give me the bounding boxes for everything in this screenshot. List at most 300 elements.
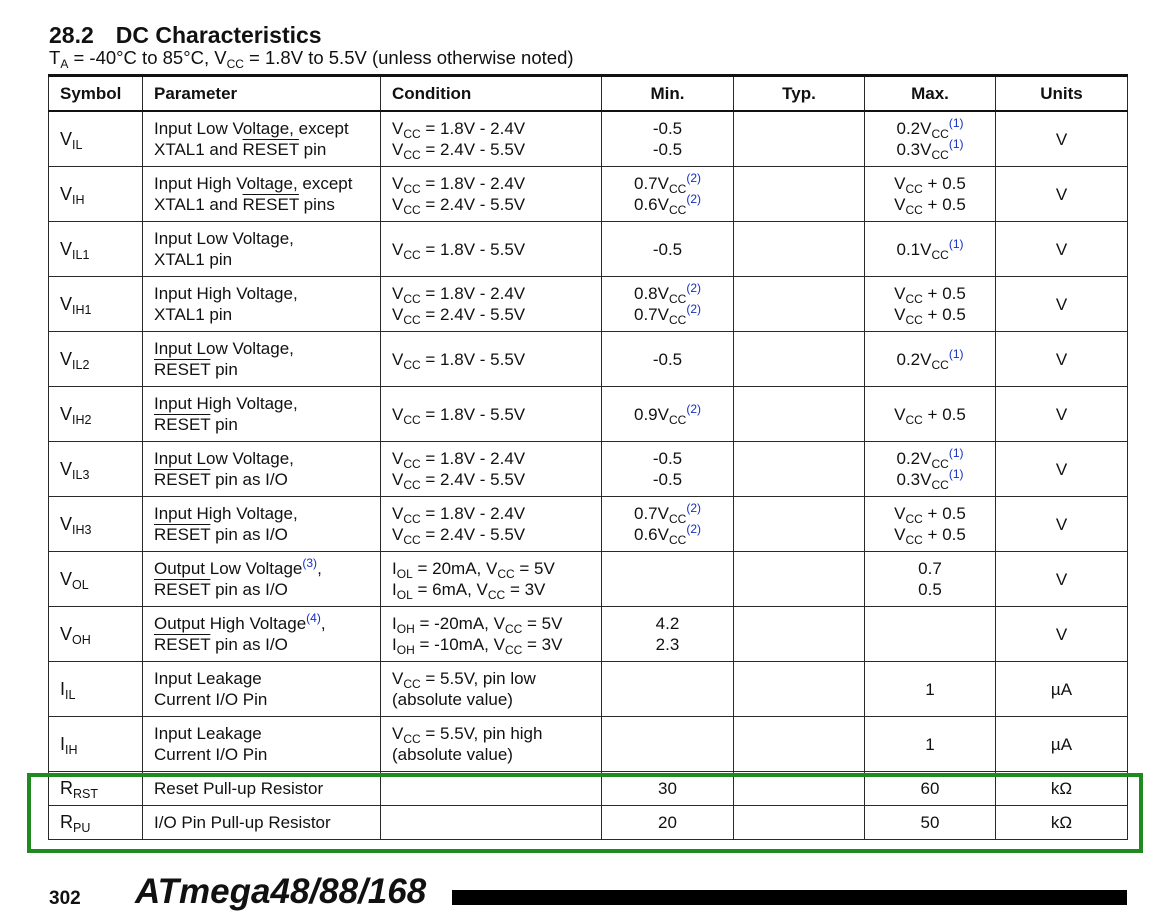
condition-symbol: V [392, 504, 404, 523]
cell-max [865, 111, 996, 167]
condition-subscript: CC [504, 622, 523, 636]
value-text: V [894, 305, 906, 324]
value-text: 0.7V [634, 504, 669, 523]
cell-condition [381, 662, 602, 717]
table-row [49, 387, 1128, 442]
condition-subscript: OH [396, 643, 415, 657]
value-text: V [894, 404, 906, 424]
symbol-subscript: IL3 [72, 467, 90, 482]
symbol-letter: R [60, 812, 73, 832]
condition-text: (absolute value) [392, 690, 513, 709]
cell-units: kΩ [996, 772, 1128, 806]
value-text: 2.3 [655, 635, 680, 654]
condition-line [392, 469, 590, 490]
cell-condition [381, 277, 602, 332]
condition-subscript: CC [403, 203, 421, 217]
condition-symbol: V [476, 580, 488, 599]
parameter-text: Input Leakage [154, 724, 262, 743]
cell-condition [381, 607, 602, 662]
value-subscript: CC [931, 457, 949, 471]
condition-text: = 6mA, [412, 580, 477, 599]
table-row [49, 167, 1128, 222]
condition-subscript: OL [396, 567, 413, 581]
cell-condition [381, 552, 602, 607]
parameter-line [154, 414, 369, 435]
cell-condition [381, 222, 602, 277]
symbol-letter: V [60, 183, 73, 204]
symbol-subscript: IL [65, 687, 76, 702]
cell-parameter [143, 717, 381, 772]
cell-min [602, 717, 734, 772]
condition-line [392, 173, 590, 194]
parameter-line [154, 634, 369, 655]
value-subscript: CC [905, 533, 923, 547]
value-line [876, 236, 984, 262]
condition-text: = 1.8V - 2.4V [420, 119, 526, 138]
condition-subscript: CC [403, 357, 421, 372]
cell-symbol [49, 277, 143, 332]
cell-typ [734, 111, 865, 167]
parameter-line [154, 689, 369, 710]
condition-symbol: I [392, 580, 397, 599]
cell-units: V [996, 111, 1128, 167]
cell-max [865, 222, 996, 277]
note-ref: (2) [686, 501, 701, 515]
section-number: 28.2 [49, 22, 94, 48]
value-line [613, 503, 722, 524]
value-subscript: CC [668, 412, 687, 427]
cell-symbol [49, 222, 143, 277]
value-subscript: CC [668, 313, 687, 327]
cell-symbol [49, 717, 143, 772]
condition-symbol: V [392, 119, 404, 138]
value-text: 20 [658, 813, 677, 832]
note-ref: (2) [686, 192, 701, 206]
symbol-letter: I [60, 678, 66, 699]
value-line [613, 173, 722, 194]
reset-pin-name: RESET [154, 635, 211, 654]
cell-units: V [996, 222, 1128, 277]
dc-characteristics-table [48, 74, 1128, 840]
value-text: + 0.5 [922, 504, 966, 523]
condition-line [392, 723, 590, 744]
value-line [876, 469, 984, 490]
value-text: 30 [658, 779, 677, 798]
value-line [613, 139, 722, 160]
operating-conditions [49, 47, 574, 69]
value-line [613, 194, 722, 215]
cell-typ [734, 167, 865, 222]
value-text: V [894, 284, 906, 303]
condition-symbol: V [392, 449, 404, 468]
parameter-text: , [317, 559, 322, 578]
parameter-text: pin as I/O [210, 525, 288, 544]
condition-line [392, 668, 590, 689]
symbol-subscript: IL [72, 137, 83, 152]
parameter-text: Input Low Voltage, [154, 449, 294, 468]
condition-text: = -10mA, [414, 635, 494, 654]
symbol-letter: V [60, 623, 73, 644]
parameter-text: Current I/O Pin [154, 745, 268, 764]
parameter-line [154, 118, 369, 139]
parameter-line [154, 723, 369, 744]
value-subscript: CC [905, 412, 923, 427]
value-text: + 0.5 [922, 174, 966, 193]
symbol-subscript: PU [73, 821, 91, 835]
cell-symbol [49, 497, 143, 552]
value-text: 0.1V [896, 239, 932, 259]
value-line [876, 346, 984, 372]
value-subscript: CC [668, 203, 687, 217]
cell-condition [381, 497, 602, 552]
condition-symbol: V [392, 724, 404, 743]
value-text: 60 [920, 779, 940, 798]
condition-symbol: V [392, 470, 404, 489]
symbol-letter: I [60, 733, 66, 754]
table-row [49, 662, 1128, 717]
cell-parameter [143, 497, 381, 552]
parameter-text: pin as I/O [210, 470, 288, 489]
table-row [49, 497, 1128, 552]
parameter-text: Input Low Voltage, [154, 229, 294, 248]
condition-subscript: CC [403, 412, 421, 427]
symbol-subscript: IH [72, 192, 85, 207]
cell-typ [734, 552, 865, 607]
header-min: Min. [602, 76, 734, 112]
condition-text: = 2.4V - 5.5V [420, 470, 526, 489]
value-text: 1 [925, 679, 935, 699]
cell-typ [734, 332, 865, 387]
condition-symbol: I [392, 614, 397, 633]
cell-symbol [49, 111, 143, 167]
value-line [613, 304, 722, 325]
value-text: V [894, 525, 906, 544]
condition-text: = 1.8V - 2.4V [420, 284, 526, 303]
table-body [49, 111, 1128, 840]
cell-parameter [143, 552, 381, 607]
symbol-subscript: RST [73, 787, 98, 801]
parameter-text: , [320, 614, 326, 633]
parameter-line [154, 393, 369, 414]
note-ref: (1) [948, 446, 964, 460]
header-symbol: Symbol [49, 76, 143, 112]
ta-range: = -40°C to 85°C, [68, 47, 215, 68]
parameter-text: XTAL1 and [154, 195, 243, 214]
cell-min [602, 497, 734, 552]
cell-symbol [49, 662, 143, 717]
value-text: -0.5 [652, 349, 683, 369]
value-line [613, 118, 722, 139]
value-line [876, 579, 984, 600]
condition-line [392, 744, 590, 765]
cell-max [865, 442, 996, 497]
table-row [49, 552, 1128, 607]
note-ref: (2) [686, 522, 701, 536]
cell-symbol [49, 442, 143, 497]
value-text: 0.7V [634, 174, 669, 193]
cell-min [602, 111, 734, 167]
note-ref: (3) [302, 556, 318, 570]
condition-text: = 5.5V, pin high [420, 724, 543, 743]
value-text: V [894, 174, 906, 193]
value-line [613, 448, 722, 469]
cell-max [865, 332, 996, 387]
symbol-letter: V [60, 293, 73, 314]
parameter-line [154, 503, 369, 524]
cell-parameter [143, 111, 381, 167]
condition-subscript: CC [403, 533, 421, 547]
parameter-text: pin [298, 140, 327, 159]
parameter-line [154, 469, 369, 490]
symbol-letter: V [60, 513, 73, 534]
parameter-line [154, 359, 369, 380]
condition-symbol: V [392, 349, 404, 369]
parameter-text: Input High Voltage, [154, 394, 298, 413]
cell-typ [734, 277, 865, 332]
note-ref: (1) [948, 236, 964, 251]
condition-text: = 5V [522, 614, 563, 633]
value-text: 0.5 [918, 580, 942, 599]
value-line [876, 679, 984, 700]
reset-pin-name: RESET [154, 360, 211, 379]
condition-text: = 1.8V - 2.4V [420, 504, 526, 523]
condition-subscript: CC [403, 732, 421, 746]
condition-symbol: V [392, 669, 404, 688]
condition-symbol: V [392, 195, 404, 214]
condition-text: = -20mA, [414, 614, 494, 633]
header-typ: Typ. [734, 76, 865, 112]
ta-subscript: A [60, 57, 69, 71]
note-ref: (4) [306, 611, 321, 625]
value-subscript: CC [668, 533, 687, 547]
cell-parameter [143, 442, 381, 497]
value-line [876, 139, 984, 160]
note-ref: (1) [948, 467, 964, 481]
cell-parameter [143, 332, 381, 387]
condition-subscript: CC [403, 292, 421, 306]
parameter-text: XTAL1 pin [154, 305, 233, 324]
value-subscript: CC [931, 478, 949, 492]
table-row [49, 111, 1128, 167]
condition-symbol: I [392, 635, 397, 654]
condition-line [392, 524, 590, 545]
cell-max [865, 497, 996, 552]
header-condition: Condition [381, 76, 602, 112]
parameter-line [154, 668, 369, 689]
document-title: ATmega48/88/168 [135, 872, 427, 911]
cell-min [602, 662, 734, 717]
condition-subscript: CC [403, 148, 421, 162]
cell-units: V [996, 167, 1128, 222]
value-text: 0.2V [896, 349, 932, 369]
condition-subscript: CC [487, 588, 506, 602]
condition-line [392, 579, 590, 600]
cell-typ [734, 662, 865, 717]
symbol-subscript: IH [65, 742, 78, 757]
ta-symbol: T [49, 47, 61, 68]
condition-text: = 1.8V - 2.4V [420, 449, 526, 468]
parameter-line [154, 579, 369, 600]
condition-text: = 20mA, [412, 559, 486, 578]
cell-units: V [996, 552, 1128, 607]
value-subscript: CC [905, 313, 923, 327]
value-subscript: CC [905, 512, 923, 526]
value-text: + 0.5 [922, 404, 966, 424]
value-text: 0.2V [896, 119, 932, 138]
cell-symbol [49, 607, 143, 662]
condition-symbol: V [392, 239, 404, 259]
condition-text: = 3V [505, 580, 546, 599]
note-ref: (2) [686, 401, 701, 416]
condition-line [392, 239, 590, 260]
cell-typ [734, 497, 865, 552]
cell-typ [734, 222, 865, 277]
value-subscript: CC [668, 512, 687, 526]
value-text: + 0.5 [922, 525, 966, 544]
value-line [876, 404, 984, 425]
value-subscript: CC [905, 203, 923, 217]
value-line [613, 613, 722, 634]
value-line [613, 634, 722, 655]
parameter-text: pins [298, 195, 335, 214]
value-line [876, 503, 984, 524]
cell-max [865, 277, 996, 332]
condition-symbol: V [493, 614, 505, 633]
cell-min [602, 222, 734, 277]
symbol-subscript: OH [72, 632, 91, 647]
symbol-letter: V [60, 403, 73, 424]
condition-subscript: CC [403, 478, 421, 492]
value-line [613, 239, 722, 260]
value-subscript: CC [931, 127, 949, 141]
value-text: 0.3V [896, 140, 932, 159]
symbol-letter: V [60, 568, 73, 589]
condition-subscript: CC [504, 643, 523, 657]
cell-typ [734, 387, 865, 442]
parameter-line [154, 283, 369, 304]
parameter-text: Input High Voltage, except [154, 174, 353, 193]
condition-subscript: CC [403, 127, 421, 141]
value-text: V [894, 504, 906, 523]
value-subscript: CC [905, 292, 923, 306]
parameter-line [154, 524, 369, 545]
cell-units: V [996, 497, 1128, 552]
header-max: Max. [865, 76, 996, 112]
condition-text: = 5.5V, pin low [420, 669, 536, 688]
condition-symbol: V [493, 635, 505, 654]
parameter-text: Output Low Voltage [154, 559, 303, 578]
condition-subscript: CC [403, 512, 421, 526]
condition-text: = 5V [514, 559, 555, 578]
cell-parameter [143, 387, 381, 442]
value-text: + 0.5 [922, 284, 966, 303]
parameter-text: pin as I/O [210, 580, 288, 599]
reset-pin-name: RESET [154, 525, 211, 544]
condition-line [392, 304, 590, 325]
condition-symbol: V [392, 525, 404, 544]
condition-line [392, 404, 590, 425]
cell-parameter [143, 222, 381, 277]
cell-max [865, 387, 996, 442]
cell-units: V [996, 607, 1128, 662]
parameter-line [154, 744, 369, 765]
table-row [49, 607, 1128, 662]
parameter-line [154, 613, 369, 634]
cell-typ [734, 607, 865, 662]
condition-subscript: CC [403, 677, 421, 691]
note-ref: (2) [686, 171, 701, 185]
condition-text: = 2.4V - 5.5V [420, 140, 526, 159]
value-line [613, 469, 722, 490]
value-text: -0.5 [652, 239, 683, 259]
condition-symbol: V [485, 559, 498, 578]
condition-symbol: V [392, 404, 404, 424]
value-text: 0.7V [634, 305, 669, 324]
table-row [49, 442, 1128, 497]
condition-subscript: OH [396, 622, 415, 636]
parameter-line [154, 304, 369, 325]
cell-max [865, 552, 996, 607]
symbol-subscript: OL [72, 577, 89, 592]
condition-text: = 2.4V - 5.5V [420, 525, 526, 544]
condition-line [392, 634, 590, 655]
parameter-text: XTAL1 pin [154, 250, 233, 269]
parameter-text: Input Low Voltage, [154, 339, 294, 358]
cell-units: µA [996, 717, 1128, 772]
reset-pin-name: RESET [154, 580, 211, 599]
cell-condition [381, 332, 602, 387]
condition-text: = 2.4V - 5.5V [420, 305, 526, 324]
parameter-line [154, 338, 369, 359]
cell-min [602, 552, 734, 607]
table-row [49, 332, 1128, 387]
value-text: V [894, 195, 906, 214]
parameter-text: pin [210, 415, 238, 434]
value-subscript: CC [931, 357, 949, 372]
cell-min [602, 607, 734, 662]
parameter-line [154, 558, 369, 579]
value-text: -0.5 [652, 470, 683, 489]
highlight-box [27, 773, 1143, 853]
cell-units: V [996, 332, 1128, 387]
value-text: + 0.5 [922, 195, 966, 214]
parameter-text: pin as I/O [210, 635, 288, 654]
header-units: Units [996, 76, 1128, 112]
cell-symbol [49, 332, 143, 387]
symbol-subscript: IL2 [72, 357, 90, 372]
cell-condition [381, 387, 602, 442]
condition-text: = 1.8V - 2.4V [420, 174, 526, 193]
value-line [876, 194, 984, 215]
condition-line [392, 349, 590, 370]
condition-text: = 1.8V - 5.5V [420, 404, 526, 424]
condition-subscript: CC [403, 313, 421, 327]
cell-parameter [143, 277, 381, 332]
cell-min [602, 277, 734, 332]
value-subscript: CC [905, 182, 923, 196]
value-line [876, 283, 984, 304]
reset-pin-name: RESET [154, 470, 211, 489]
cell-condition [381, 111, 602, 167]
value-line [613, 401, 722, 427]
value-line [876, 304, 984, 325]
condition-subscript: CC [497, 567, 515, 581]
parameter-text: pin [210, 360, 238, 379]
table-row [49, 717, 1128, 772]
condition-text: = 3V [522, 635, 563, 654]
note-ref: (2) [686, 302, 701, 316]
parameter-text: Reset Pull-up Resistor [154, 779, 324, 798]
